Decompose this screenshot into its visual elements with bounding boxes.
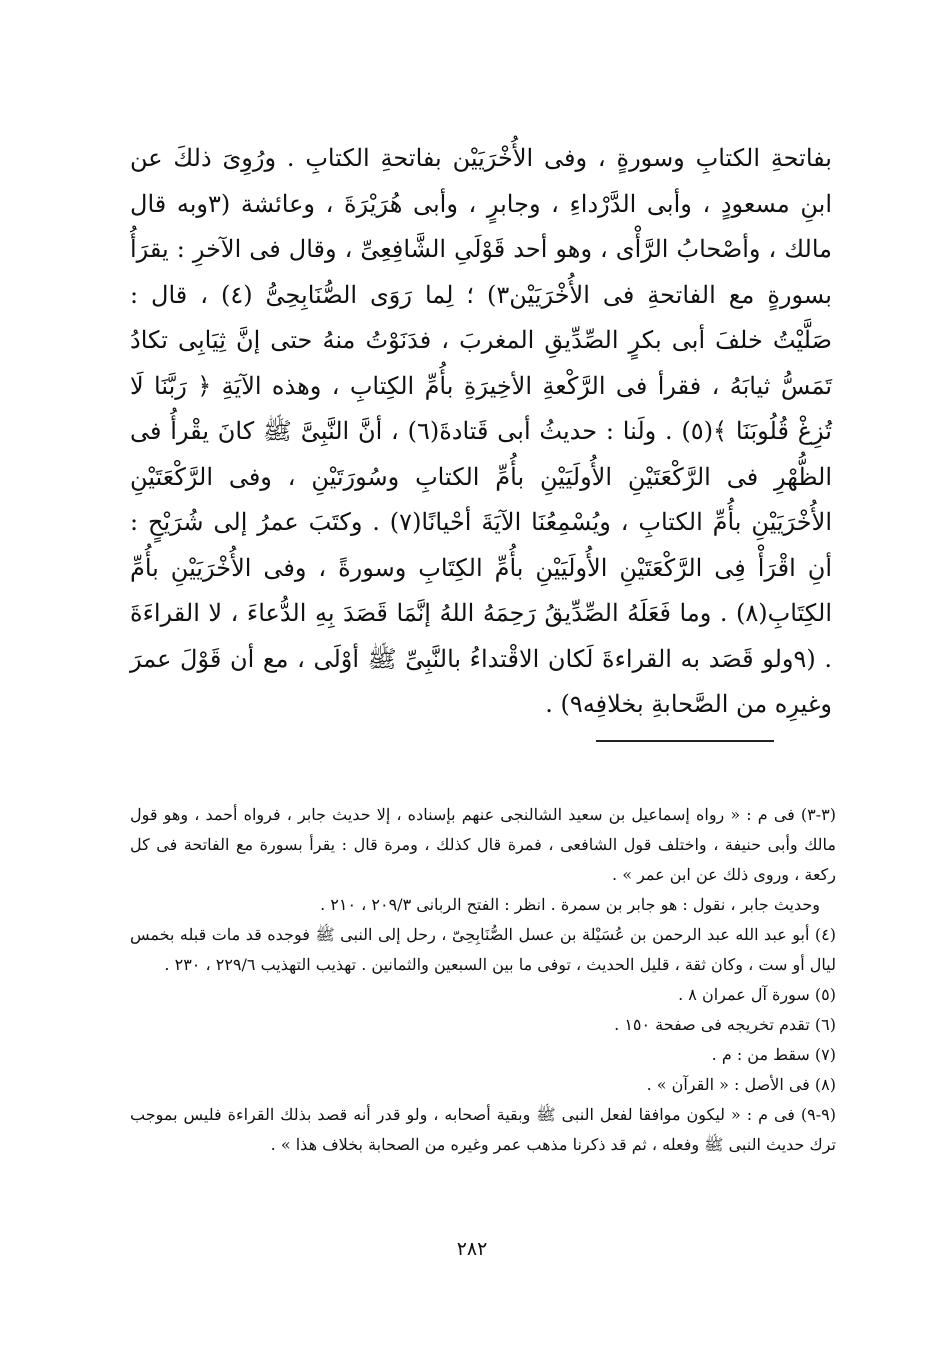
main-paragraph: بفاتحةِ الكتابِ وسورةٍ ، وفى الأُخْرَيَيْن بفاتحةِ الكتابِ . ورُوِىَ ذلكَ عن ابنِ مسعودٍ ، وأبى الدَّرْداءِ ، وجابرٍ ، وأبى هُرَيْرَةَ ، وعائشة (٣وبه قال مالك ، وأصْحابُ الرَّأْى ، وهو أحد قَوْلَىِ الشَّافِعِىِّ ، وقال فى الآخرِ : يقرَأُ بسورةٍ مع الفاتحةِ فى الأُخْرَيَيْن٣) ؛ لِما رَوَى الصُّنَابِحِىُّ (٤) ، قال : صَلَّيْتُ خلفَ أبى بكرٍ الصِّدِّيقِ المغربَ ، فدَنَوْتُ منهُ حتى إنَّ ثِيَابِى تكادُ تَمَسُّ ثيابَهُ ، فقرأ فى الرَّكْعةِ الأخِيرَةِ بأُمِّ الكِتابِ ، وهذه الآيَةِ ﴿ رَبَّنَا لَا تُزِغْ قُلُوبَنَا ﴾(٥) . ولَنا : حديثُ أبى قَتادةَ(٦) ، أنَّ النَّبِىَّ ﷺ كانَ يقْرأُ فى الظُّهْرِ فى الرَّكْعَتَيْنِ الأُولَيَيْنِ بأُمِّ الكتابِ وسُورَتَيْنِ ، وفى الرَّكْعَتَيْنِ الأُخْرَيَيْنِ بأُمِّ الكتابِ ، ويُسْمِعُنَا الآيَةَ أحْيانًا(٧) . وكتَبَ عمرُ إلى شُرَيْحٍ : أنِ اقْرَأْ فِى الرَّكْعَتَيْنِ الأُولَيَيْنِ بأُمِّ الكِتَابِ وسورةً ، وفى الأُخْرَيَيْنِ بأُمِّ الكِتَابِ(٨) . وما فَعَلَهُ الصِّدِّيقُ رَحِمَهُ اللهُ إنَّمَا قَصَدَ بِهِ الدُّعاءَ ، لا القراءَةَ . (٩ولو قَصَد به القراءةَ لَكان الاقْتداءُ بالنَّبِىِّ ﷺ أوْلَى ، مع أن قَوْلَ عمرَ وغيرِه من الصَّحابةِ بخلافِه٩) . — [130, 144, 833, 718]
footnote-3: (٣-٣) فى م : « رواه إسماعيل بن سعيد الشالنجى عنهم بإسناده ، إلا حديث جابر ، فرواه أحمد ، وهو قول مالك وأبى حنيفة ، واختلف قول الشافعى ، فمرة قال كذلك ، ومرة قال : يقرأ بسورة مع الفاتحة فى كل ركعة ، وروى ذلك عن ابن عمر » . — [130, 805, 836, 884]
footnote-separator-line — [596, 740, 774, 742]
footnote-3-continuation: وحديث جابر ، نقول : هو جابر بن سمرة . انظر : الفتح الربانى ٢٠٩/٣ ، ٢١٠ . — [320, 895, 820, 914]
footnote-5: (٥) سورة آل عمران ٨ . — [678, 985, 836, 1004]
page-number: ٢٨٢ — [456, 1238, 488, 1260]
footnote-8: (٨) فى الأصل : « القرآن » . — [646, 1075, 836, 1094]
footnote-4: (٤) أبو عبد الله عبد الرحمن بن عُسَيْلة بن عسل الصُّنَابِحِىّ ، رحل إلى النبى ﷺ فوجده قد مات قبله بخمس ليال أو ست ، وكان ثقة ، قليل الحديث ، توفى ما بين السبعين والثمانين . تهذيب التهذيب ٢٢٩/٦ ، ٢٣٠ . — [130, 925, 836, 974]
footnote-6: (٦) تقدم تخريجه فى صفحة ١٥٠ . — [614, 1015, 836, 1034]
footnotes-block — [130, 800, 836, 1160]
main-text-block — [130, 136, 832, 728]
footnote-7: (٧) سقط من : م . — [711, 1045, 836, 1064]
footnote-9: (٩-٩) فى م : « ليكون موافقا لفعل النبى ﷺ وبقية أصحابه ، ولو قدر أنه قصد بذلك القراءة فليس بموجب ترك حديث النبى ﷺ وفعله ، ثم قد ذكرنا مذهب عمر وغيره من الصحابة بخلاف هذا » . — [130, 1105, 836, 1154]
